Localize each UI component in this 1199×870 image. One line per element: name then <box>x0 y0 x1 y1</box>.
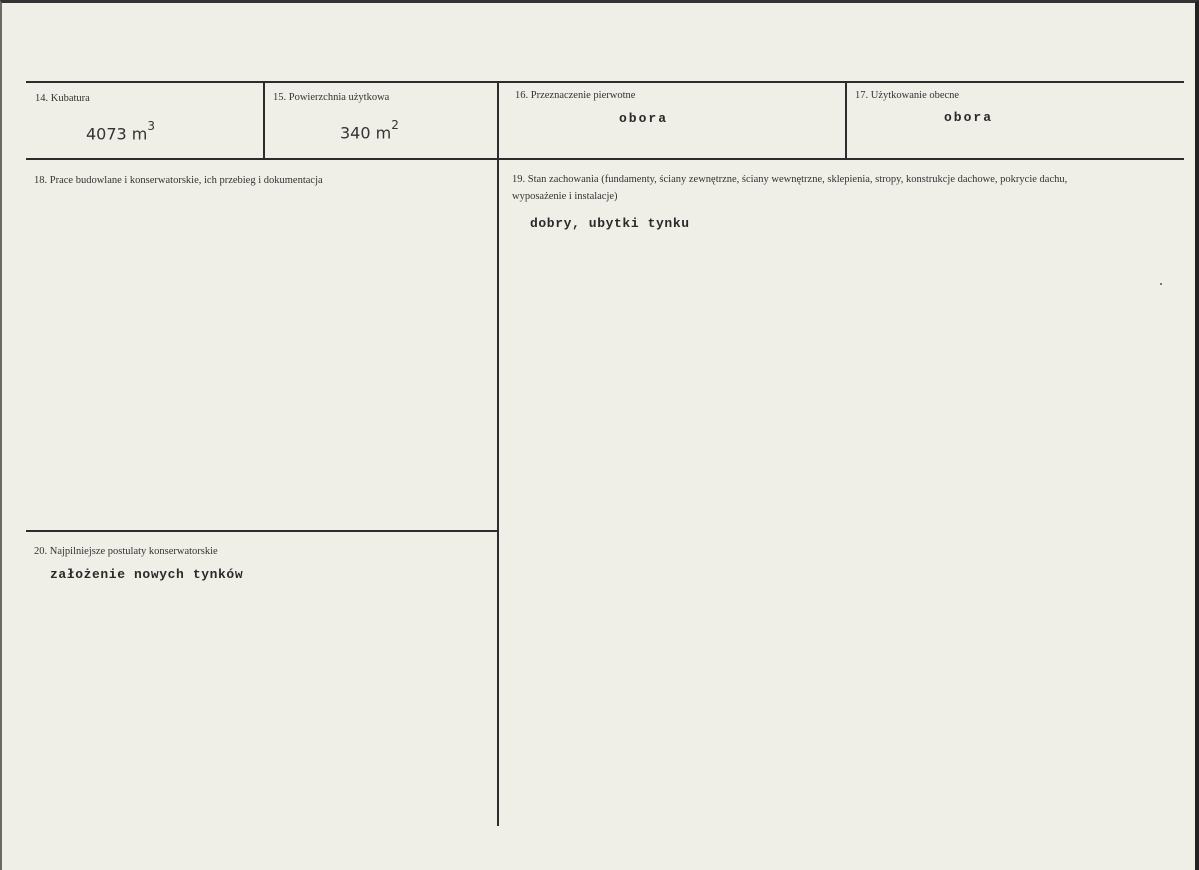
field-14-unit-exponent: 3 <box>147 119 156 133</box>
field-16-value: obora <box>619 111 669 126</box>
field-16-label: 16. Przeznaczenie pierwotne <box>515 90 636 101</box>
field-20-value: założenie nowych tynków <box>50 567 244 582</box>
field-15-value <box>340 118 399 143</box>
field-14-value <box>86 119 156 144</box>
field-19-label: 19. Stan zachowania (fundamenty, ściany zewnętrzne, ściany wewnętrzne, sklepienia, stropy, konstrukcje dachowe, pokrycie dachu, wyposażenie i instalacje) <box>512 174 1068 202</box>
paper-speck <box>1160 283 1162 285</box>
field-14-label: 14. Kubatura <box>35 93 90 104</box>
top-row-bottom-line <box>26 158 1184 160</box>
field-15-label: 15. Powierzchnia użytkowa <box>273 92 390 103</box>
field-17-label: 17. Użytkowanie obecne <box>855 90 960 101</box>
field-15-unit-exponent: 2 <box>391 118 399 132</box>
field-14-number: 4073 m <box>86 124 148 144</box>
divider-14-15 <box>263 83 265 159</box>
main-column-divider <box>497 160 499 826</box>
field-15-number: 340 m <box>340 123 392 143</box>
divider-16-17 <box>845 83 847 159</box>
field-19-value: dobry, ubytki tynku <box>530 216 690 231</box>
section-18-20-divider <box>26 530 498 532</box>
divider-15-16 <box>497 83 499 159</box>
field-20-label: 20. Najpilniejsze postulaty konserwatorskie <box>34 546 218 557</box>
top-row-top-line <box>26 81 1184 83</box>
field-18-label: 18. Prace budowlane i konserwatorskie, ich przebieg i dokumentacja <box>34 175 323 186</box>
field-17-value: obora <box>944 110 994 125</box>
